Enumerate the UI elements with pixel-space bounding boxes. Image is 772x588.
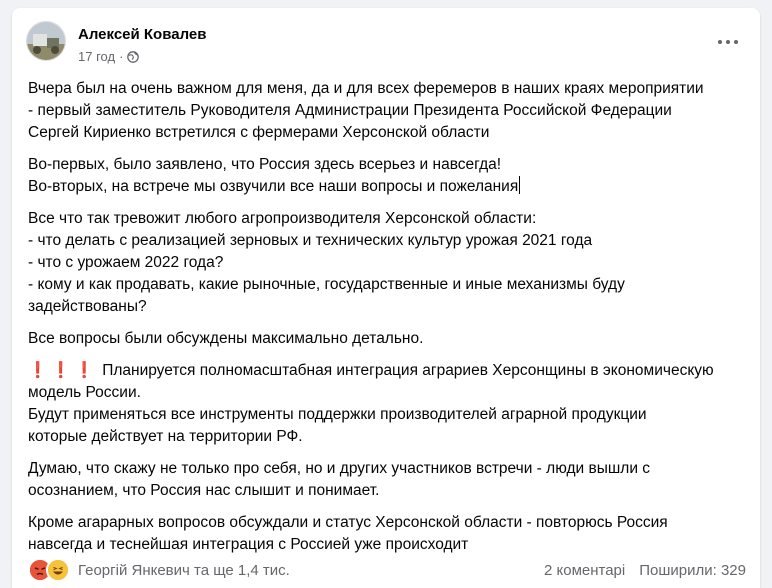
post-paragraph-2-text: Во-первых, было заявлено, что Россия здесь всерьез и навсегда! Во-вторых, на встрече мы озвучили все наши вопросы и пожелания: [28, 156, 519, 195]
post-paragraph-3: Все что так тревожит любого агропроизводителя Херсонской области: - что делать с реализацией зерновых и технических культур урожая 2021 года - что с урожаем 2022 года? - кому и как продавать, какие рыночные, государственные и иные механизмы буду задействованы?: [28, 210, 625, 315]
post-paragraph-1: Вчера был на очень важном для меня, да и для всех феремеров в наших краях мероприятии - первый заместитель Руководителя Администрации Президента Российской Федерации Сергей Кириенко встретился с фермерами Херсонской области: [28, 80, 704, 141]
haha-reaction-icon: [46, 558, 70, 582]
exclamation-marks-icon: ❗❗❗: [28, 362, 98, 379]
post-paragraph-7: Кроме агарарных вопросов обсуждали и статус Херсонской области - повторюсь Россия навсегда и теснейшая интеграция с Россией уже происходит: [28, 514, 668, 553]
post-body: [28, 78, 752, 566]
text-cursor: [519, 176, 520, 194]
author-name[interactable]: Алексей Ковалев: [78, 26, 207, 43]
post-card: [12, 8, 760, 588]
post-time[interactable]: 17 год: [78, 49, 116, 64]
post-paragraph-2: [28, 154, 752, 198]
globe-icon[interactable]: [127, 51, 139, 63]
more-horizontal-icon[interactable]: [712, 32, 744, 52]
post-paragraph-4: Все вопросы были обсуждены максимально детально.: [28, 330, 424, 347]
post-stats: [544, 562, 746, 579]
post-meta: [78, 49, 139, 64]
comments-count[interactable]: 2 коментарі: [543, 562, 626, 579]
post-paragraph-5: [28, 360, 752, 448]
meta-separator: ·: [119, 49, 124, 64]
post-paragraph-5-text: Планируется полномасштабная интеграция аграриев Херсонщины в экономическую модель России. Будут применяться все инструменты поддержки производителей аграрной продукции которые действует на территории РФ.: [28, 362, 714, 445]
avatar[interactable]: [26, 21, 66, 61]
shares-count[interactable]: Поширили: 329: [639, 562, 746, 579]
reactions-label[interactable]: Георгій Янкевич та ще 1,4 тис.: [78, 561, 290, 579]
post-paragraph-6: Думаю, что скажу не только про себя, но и других участников встречи - люди вышли с осознанием, что Россия нас слышит и понимает.: [28, 460, 651, 499]
reactions-summary[interactable]: [28, 558, 290, 582]
post-footer: [12, 550, 760, 588]
post-header: [12, 8, 760, 70]
